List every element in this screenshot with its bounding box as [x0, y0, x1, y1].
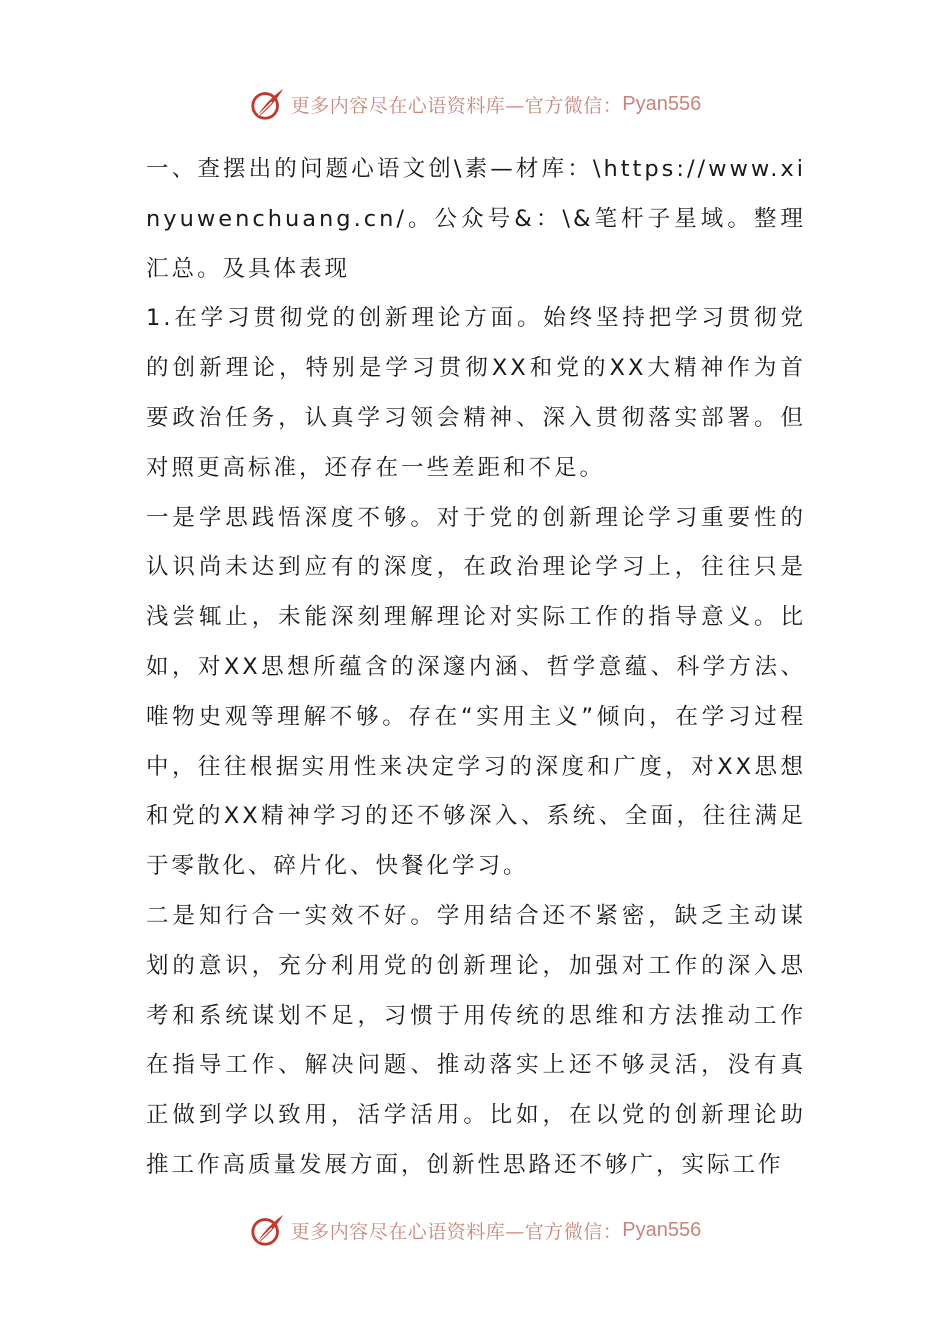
paragraph-item-1: 1.在学习贯彻党的创新理论方面。始终坚持把学习贯彻党的创新理论，特别是学习贯彻XX和党的XX大精神作为首要政治任务，认真学习领会精神、深入贯彻落实部署。但对照更高标准，还存在一些差距和不足。: [146, 305, 806, 481]
quill-pen-logo-icon: [249, 85, 287, 123]
paragraph-section-heading: 一、查摆出的问题心语文创\素—材库：\https://www.xinyuwenchuang.cn/。公众号&：\&笔杆子星域。整理汇总。及具体表现: [146, 156, 806, 282]
header-watermark: [0, 82, 950, 126]
document-body: [146, 145, 806, 1191]
quill-pen-logo-icon: [249, 1211, 287, 1249]
paragraph-point-1: 一是学思践悟深度不够。对于党的创新理论学习重要性的认识尚未达到应有的深度，在政治理论学习上，往往只是浅尝辄止，未能深刻理解理论对实际工作的指导意义。比如，对XX思想所蕴含的深邃内涵、哲学意蕴、科学方法、唯物史观等理解不够。存在“实用主义”倾向，在学习过程中，往往根据实用性来决定学习的深度和广度，对XX思想和党的XX精神学习的还不够深入、系统、全面，往往满足于零散化、碎片化、快餐化学习。: [146, 504, 806, 880]
watermark-text: 更多内容尽在心语资料库—官方微信：: [290, 94, 623, 117]
footer-watermark: [0, 1208, 950, 1252]
watermark-wechat-id: Pyan556: [622, 92, 702, 115]
watermark-wechat-id: Pyan556: [622, 1218, 702, 1241]
watermark-text: 更多内容尽在心语资料库—官方微信：: [290, 1220, 623, 1243]
paragraph-point-2: 二是知行合一实效不好。学用结合还不紧密，缺乏主动谋划的意识，充分利用党的创新理论，加强对工作的深入思考和系统谋划不足，习惯于用传统的思维和方法推动工作在指导工作、解决问题、推动落实上还不够灵活，没有真正做到学以致用，活学活用。比如，在以党的创新理论助推工作高质量发展方面，创新性思路还不够广，实际工作: [146, 902, 806, 1178]
